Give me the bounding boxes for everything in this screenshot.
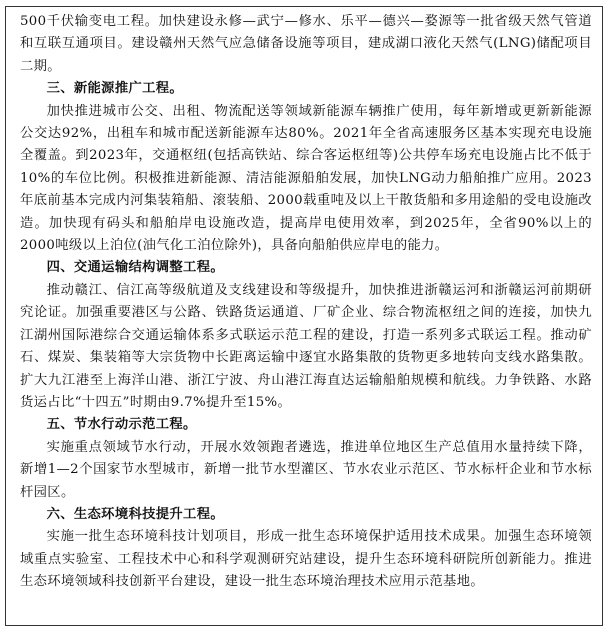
text-box [5, 6, 603, 626]
section-heading-transport-structure: 四、交通运输结构调整工程。 [46, 260, 225, 276]
paragraph-power-gas: 500千伏输变电工程。加快建设永修—武宁—修水、乐平—德兴—婺源等一批省级天然气管道和互联互通项目。建设赣州天然气应急储备设施等项目，建成湖口液化天然气(LNG)储配项目二期。 [20, 14, 592, 74]
paragraph-new-energy: 加快推进城市公交、出租、物流配送等领域新能源车辆推广使用，每年新增或更新新能源公交达92%，出租车和城市配送新能源车达80%。2021年全省高速服务区基本实现充电设施全覆盖。到2023年，交通枢纽(包括高铁站、综合客运枢纽等)公共停车场充电设施占比不低于10%的车位比例。积极推进新能源、清洁能源船舶发展，加快LNG动力船舶推广应用。2023年底前基本完成内河集装箱船、滚装船、2000载重吨及以上干散货船和多用途船的受电设施改造。加快现有码头和船舶岸电设施改造，提高岸电使用效率，到2025年，全省90%以上的2000吨级以上泊位(油气化工泊位除外)，具备向船舶供应岸电的能力。 [20, 103, 592, 254]
section-heading-new-energy: 三、新能源推广工程。 [46, 81, 184, 97]
section-heading-eco-tech: 六、生态环境科技提升工程。 [46, 506, 225, 522]
paragraph-eco-tech: 实施一批生态环境科技计划项目，形成一批生态环境保护适用技术成果。加强生态环境领域重点实验室、工程技术中心和科学观测研究站建设，提升生态环境科研院所创新能力。推进生态环境领域科技创新平台建设，建设一批生态环境治理技术应用示范基地。 [20, 529, 592, 590]
paragraph-water-saving: 实施重点领域节水行动，开展水效领跑者遴选，推进单位地区生产总值用水量持续下降，新增1—2个国家节水型城市，新增一批节水型灌区、节水农业示范区、节水标杆企业和节水标杆园区。 [20, 439, 592, 500]
paragraph-transport-structure: 推动赣江、信江高等级航道及支线建设和等级提升，加快推进浙赣运河和浙赣运河前期研究论证。加强重要港区与公路、铁路货运通道、厂矿企业、综合物流枢纽之间的连接，加快九江湖州国际港综合交通运输体系多式联运示范工程的建设，打造一系列多式联运工程。推动矿石、煤炭、集装箱等大宗货物中长距离运输中逐宜水路集散的货物更多地转向支线水路集散。扩大九江港至上海洋山港、浙江宁波、舟山港江海直达运输船舶规模和航线。力争铁路、水路货运占比“十四五”时期由9.7%提升至15%。 [20, 282, 592, 410]
section-heading-water-saving: 五、节水行动示范工程。 [46, 417, 197, 433]
